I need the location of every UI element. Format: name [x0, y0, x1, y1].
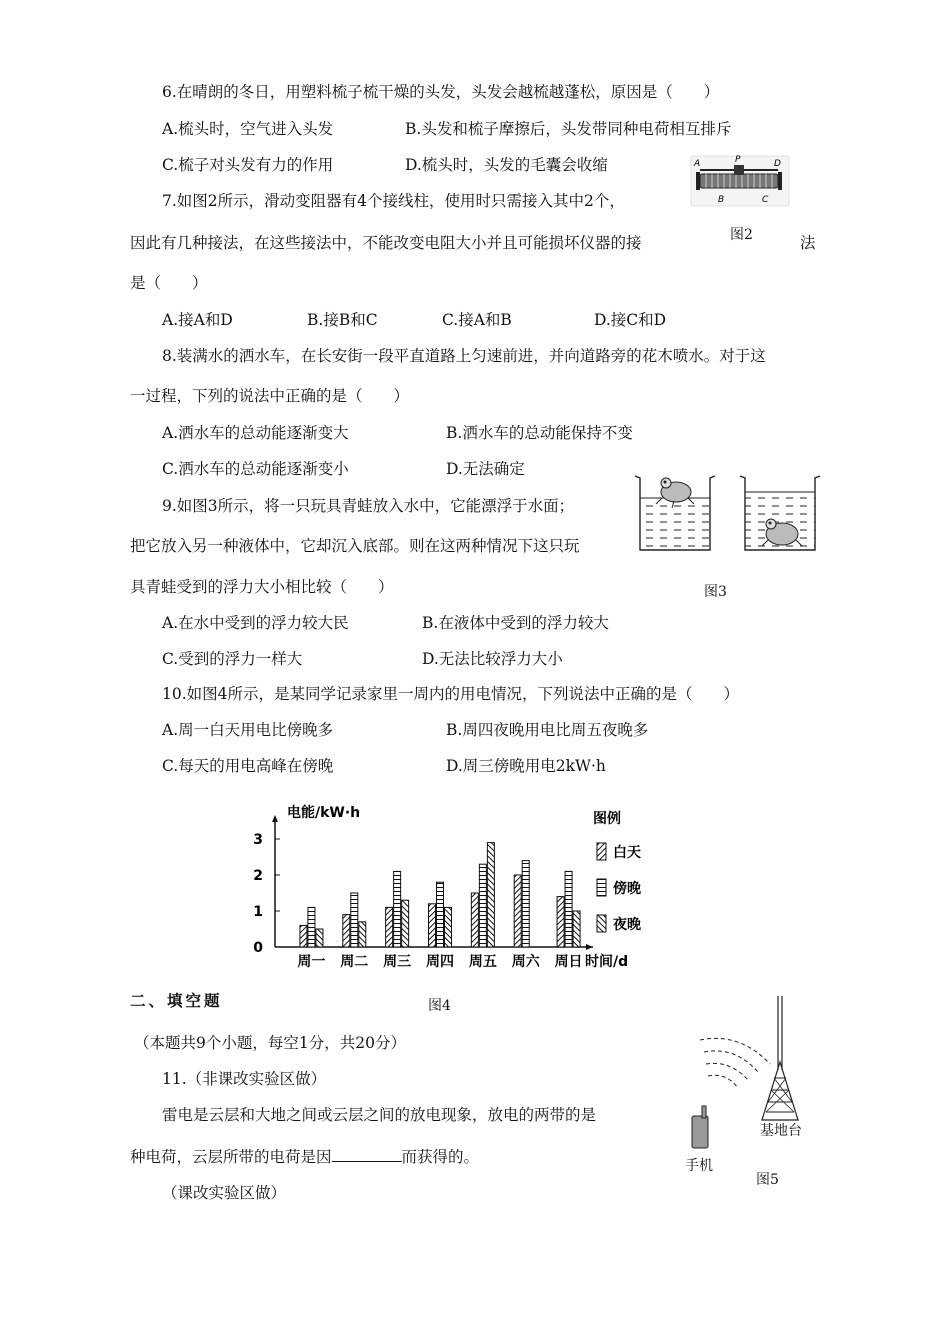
q7-line2-end: 法: [800, 234, 816, 252]
svg-text:B: B: [718, 195, 725, 205]
q11-line1: 雷电是云层和大地之间或云层之间的放电现象，放电的两带的是: [162, 1106, 597, 1124]
figure-4-chart: [245, 795, 665, 975]
q9-option-a: A.在水中受到的浮力较大民: [162, 614, 349, 632]
bar-白天-周四: [429, 904, 436, 947]
legend-swatch-白天: [597, 843, 606, 860]
bar-白天-周三: [386, 907, 393, 947]
bar-傍晚-周二: [351, 893, 358, 947]
bar-夜晚-周日: [573, 911, 580, 947]
svg-text:P: P: [735, 155, 741, 165]
q9-option-b: B.在液体中受到的浮力较大: [422, 614, 609, 632]
q10-option-b: B.周四夜晚用电比周五夜晚多: [446, 721, 649, 739]
q8-option-b: B.洒水车的总动能保持不变: [446, 424, 633, 442]
tower-label: 基地台: [760, 1123, 802, 1139]
q11-line2: [130, 1147, 479, 1167]
q9-line3: 具青蛙受到的浮力大小相比较（ ）: [130, 578, 394, 596]
y-axis-arrow: [272, 815, 278, 822]
figure-5-caption: 图5: [756, 1172, 779, 1188]
y-tick-label: 0: [253, 940, 263, 956]
q9-line2: 把它放入另一种液体中，它却沉入底部。则在这两种情况下这只玩: [130, 537, 580, 555]
x-tick-label: 周五: [468, 954, 497, 970]
q6-option-d: D.梳头时，头发的毛囊会收缩: [405, 156, 608, 174]
section-2-heading: 二、填空题: [130, 992, 223, 1010]
bar-白天-周日: [557, 897, 564, 947]
q9-option-d: D.无法比较浮力大小: [422, 650, 563, 668]
bar-白天-周五: [471, 893, 478, 947]
x-axis-arrow: [586, 944, 593, 950]
bar-傍晚-周六: [522, 861, 529, 947]
q6-option-b: B.头发和梳子摩擦后，头发带同种电荷相互排斥: [405, 120, 732, 138]
bar-白天-周六: [514, 875, 521, 947]
q9-option-c: C.受到的浮力一样大: [162, 650, 303, 668]
bar-傍晚-周五: [479, 864, 486, 947]
q11-line2-end: 而获得的。: [401, 1148, 480, 1166]
legend-title: 图例: [593, 811, 621, 827]
q8-option-c: C.洒水车的总动能逐渐变小: [162, 460, 349, 478]
figure-4-caption: 图4: [428, 998, 451, 1014]
bar-傍晚-周一: [308, 907, 315, 947]
x-tick-label: 周一: [297, 954, 326, 970]
q11-line2-start: 种电荷，云层所带的电荷是因: [130, 1148, 332, 1166]
q11-line3: （课改实验区做）: [162, 1184, 287, 1202]
q10-stem: 10.如图4所示，是某同学记录家里一周内的用电情况，下列说法中正确的是（ ）: [162, 685, 740, 703]
q7-line1: 7.如图2所示，滑动变阻器有4个接线柱，使用时只需接入其中2个，: [162, 192, 625, 210]
x-tick-label: 周日: [554, 954, 583, 970]
q11-answer-blank[interactable]: [332, 1147, 402, 1162]
q10-option-d: D.周三傍晚用电2kW·h: [446, 757, 606, 775]
bar-夜晚-周一: [316, 929, 323, 947]
figure-2-rheostat: [690, 152, 790, 208]
x-tick-label: 周二: [340, 954, 369, 970]
bar-傍晚-周四: [437, 882, 444, 947]
q7-option-a: A.接A和D: [162, 311, 233, 329]
legend-swatch-夜晚: [597, 915, 606, 932]
x-tick-label: 周六: [511, 954, 540, 970]
q9-line1: 9.如图3所示，将一只玩具青蛙放入水中，它能漂浮于水面；: [162, 497, 575, 515]
phone-label: 手机: [685, 1158, 713, 1174]
q6-option-c: C.梳子对头发有力的作用: [162, 156, 334, 174]
y-tick-label: 3: [253, 832, 263, 848]
q6-option-a: A.梳头时，空气进入头发: [162, 120, 334, 138]
legend-label-夜晚: 夜晚: [613, 917, 641, 933]
svg-text:D: D: [774, 159, 781, 169]
bar-白天-周一: [300, 925, 307, 947]
bar-傍晚-周日: [565, 871, 572, 947]
q8-line2: 一过程，下列的说法中正确的是（ ）: [130, 387, 410, 405]
y-tick-label: 2: [253, 868, 263, 884]
q10-option-a: A.周一白天用电比傍晚多: [162, 721, 334, 739]
bar-傍晚-周三: [394, 871, 401, 947]
figure-2-caption: 图2: [730, 227, 753, 243]
legend-swatch-傍晚: [597, 879, 606, 896]
x-tick-label: 周四: [426, 954, 454, 970]
x-axis-label: 时间/d: [585, 954, 629, 970]
q7-line3: 是（ ）: [130, 274, 208, 292]
section-2-note: （本题共9个小题，每空1分，共20分）: [134, 1034, 406, 1052]
svg-text:A: A: [694, 159, 701, 169]
q7-option-b: B.接B和C: [307, 311, 378, 329]
svg-text:C: C: [762, 195, 769, 205]
bar-夜晚-周五: [487, 843, 494, 947]
bar-白天-周二: [343, 915, 350, 947]
bar-夜晚-周四: [445, 907, 452, 947]
bar-夜晚-周二: [359, 922, 366, 947]
y-axis-label: 电能/kW·h: [287, 805, 361, 821]
q6-stem: 6.在晴朗的冬日，用塑料梳子梳干燥的头发，头发会越梳越蓬松，原因是（ ）: [162, 83, 720, 101]
figure-3-caption: 图3: [704, 584, 727, 600]
y-tick-label: 1: [253, 904, 263, 920]
legend-label-傍晚: 傍晚: [613, 881, 641, 897]
q8-option-d: D.无法确定: [446, 460, 525, 478]
q8-line1: 8.装满水的洒水车，在长安街一段平直道路上匀速前进，并向道路旁的花木喷水。对于这: [162, 347, 766, 365]
q10-option-c: C.每天的用电高峰在傍晚: [162, 757, 334, 775]
q7-line2: 因此有几种接法，在这些接法中，不能改变电阻大小并且可能损坏仪器的接: [130, 234, 642, 252]
x-tick-label: 周三: [383, 954, 412, 970]
q11-label: 11.（非课改实验区做）: [162, 1070, 327, 1088]
q7-option-c: C.接A和B: [442, 311, 512, 329]
q8-option-a: A.洒水车的总动能逐渐变大: [162, 424, 349, 442]
figure-3-beakers: [630, 470, 830, 555]
q7-option-d: D.接C和D: [594, 311, 667, 329]
legend-label-白天: 白天: [613, 845, 641, 861]
bar-夜晚-周三: [402, 900, 409, 947]
